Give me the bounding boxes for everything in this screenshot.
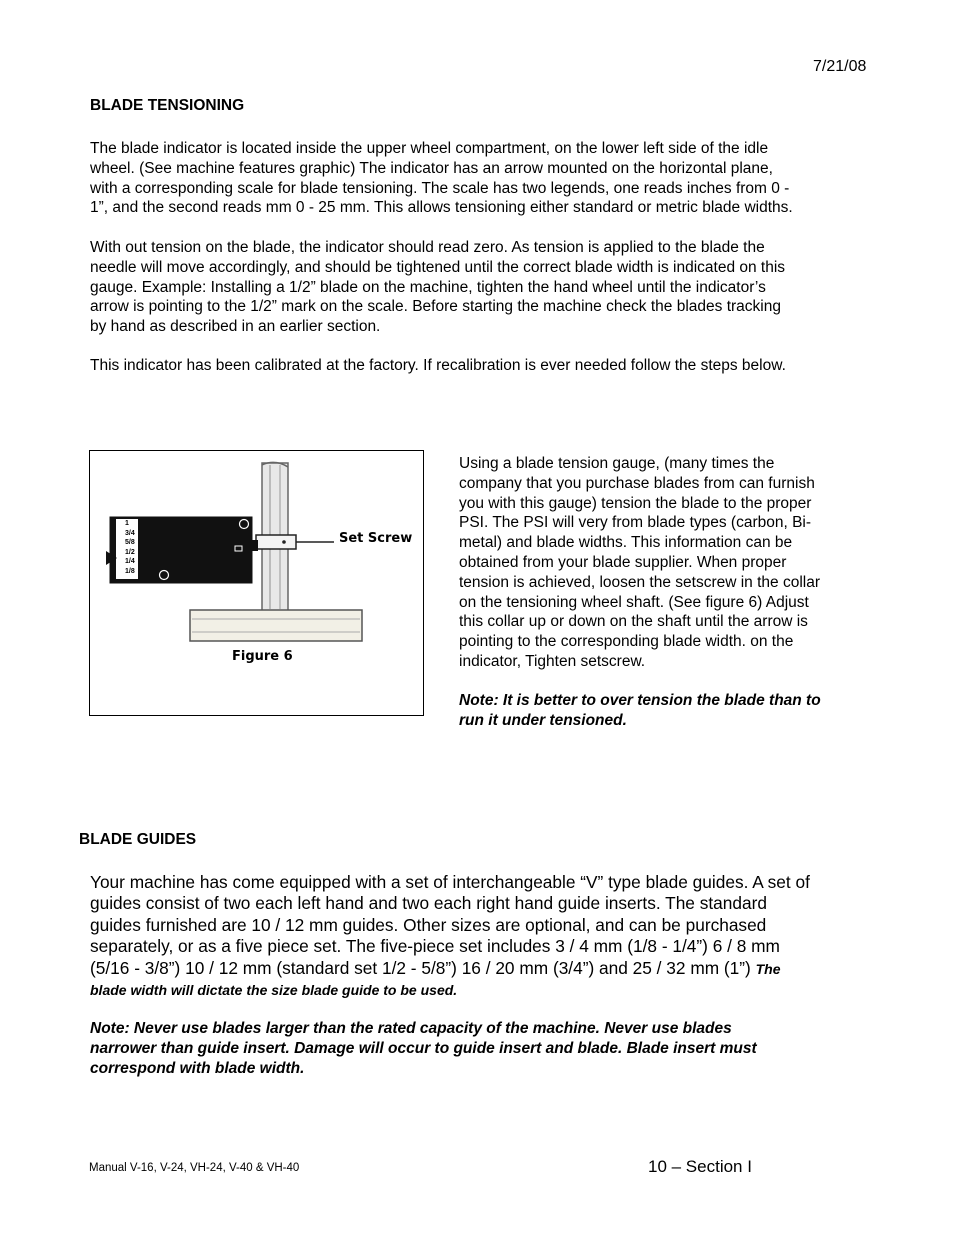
text-line: wheel. (See machine features graphic) The indicator has an arrow mounted on the horizontal plane, <box>90 159 773 177</box>
side-instructions <box>459 454 820 672</box>
note-line: run it under tensioned. <box>459 711 627 729</box>
figure-caption: Figure 6 <box>232 649 293 664</box>
text-line: Your machine has come equipped with a set of interchangeable “V” type blade guides. A set of <box>90 872 810 892</box>
text-fragment: (5/16 - 3/8”) 10 / 12 mm (standard set 1/2 - 5/8”) 16 / 20 mm (3/4”) and 25 / 32 mm (1”) <box>90 957 756 978</box>
text-line: The blade indicator is located inside the upper wheel compartment, on the lower left side of the idle <box>90 140 769 157</box>
note-line: Note: Never use blades larger than the rated capacity of the machine. Never use blades <box>90 1020 732 1037</box>
text-line: metal) and blade widths. This information can be <box>459 534 793 552</box>
text-fragment: The <box>755 960 781 977</box>
page-date: 7/21/08 <box>813 58 867 75</box>
scale-label: 5/8 <box>125 539 135 547</box>
note-line: correspond with blade width. <box>90 1059 305 1077</box>
figure-6-box <box>89 450 424 716</box>
text-line: this collar up or down on the shaft until the arrow is <box>459 613 808 631</box>
blade-guides-heading: BLADE GUIDES <box>79 831 197 848</box>
text-line: Using a blade tension gauge, (many times the <box>459 455 775 472</box>
text-line: gauge. Example: Installing a 1/2” blade on the machine, tighten the hand wheel until the indicator’s <box>90 278 766 296</box>
text-line: obtained from your blade supplier. When proper <box>459 553 787 571</box>
blade-tensioning-heading: BLADE TENSIONING <box>90 97 245 114</box>
note-line: narrower than guide insert. Damage will occur to guide insert and blade. Blade insert must <box>90 1039 757 1057</box>
tensioning-paragraph-2 <box>90 238 785 337</box>
text-line: tension is achieved, loosen the setscrew in the collar <box>459 573 821 591</box>
text-line <box>90 958 810 980</box>
scale-label: 1/2 <box>125 548 135 556</box>
text-line: With out tension on the blade, the indicator should read zero. As tension is applied to the blade the <box>90 239 765 256</box>
note-line: Note: It is better to over tension the blade than to <box>459 692 821 709</box>
text-line: arrow is pointing to the 1/2” mark on the scale. Before starting the machine check the blades tracking <box>90 298 781 316</box>
tension-note <box>459 691 821 731</box>
text-line: you with this gauge) tension the blade to the proper <box>459 494 812 512</box>
scale-label: 1/8 <box>125 567 135 575</box>
text-line: guides furnished are 10 / 12 mm guides. Other sizes are optional, and can be purchased <box>90 914 767 935</box>
scale-label: 1 <box>125 520 129 527</box>
figure-6-illustration <box>90 451 423 715</box>
text-line: needle will move accordingly, and should be tightened until the correct blade width is indicated on this <box>90 258 786 276</box>
text-line: on the tensioning wheel shaft. (See figure 6) Adjust <box>459 593 809 611</box>
text-line: blade width will dictate the size blade guide to be used. <box>90 982 458 999</box>
indicator-scale <box>125 519 135 577</box>
text-line: 1”, and the second reads mm 0 - 25 mm. This allows tensioning either standard or metric blade widths. <box>90 199 793 217</box>
tensioning-paragraph-1 <box>90 139 793 218</box>
set-screw-callout: Set Screw <box>339 531 413 546</box>
scale-label: 1/4 <box>125 558 135 566</box>
text-line: pointing to the corresponding blade width. on the <box>459 633 794 651</box>
text-line: PSI. The PSI will very from blade types (carbon, Bi- <box>459 514 812 532</box>
footer-page-number: 10 – Section I <box>648 1157 752 1176</box>
text-line: by hand as described in an earlier section. <box>90 318 381 336</box>
scale-label: 3/4 <box>125 529 135 537</box>
text-line: with a corresponding scale for blade tensioning. The scale has two legends, one reads inches from 0 - <box>90 179 790 197</box>
blade-guides-note <box>90 1019 757 1078</box>
blade-guides-paragraph <box>90 872 810 1000</box>
tensioning-paragraph-3: This indicator has been calibrated at the factory. If recalibration is ever needed follow the steps below. <box>90 357 786 374</box>
text-line: company that you purchase blades from can furnish <box>459 474 815 492</box>
text-line: indicator, Tighten setscrew. <box>459 652 646 670</box>
text-line: guides consist of two each left hand and two each right hand guide inserts. The standard <box>90 893 767 914</box>
text-line: separately, or as a five piece set. The five-piece set includes 3 / 4 mm (1/8 - 1/4”) 6 / 8 mm <box>90 936 780 957</box>
footer-manual-title: Manual V-16, V-24, VH-24, V-40 & VH-40 <box>89 1162 300 1174</box>
